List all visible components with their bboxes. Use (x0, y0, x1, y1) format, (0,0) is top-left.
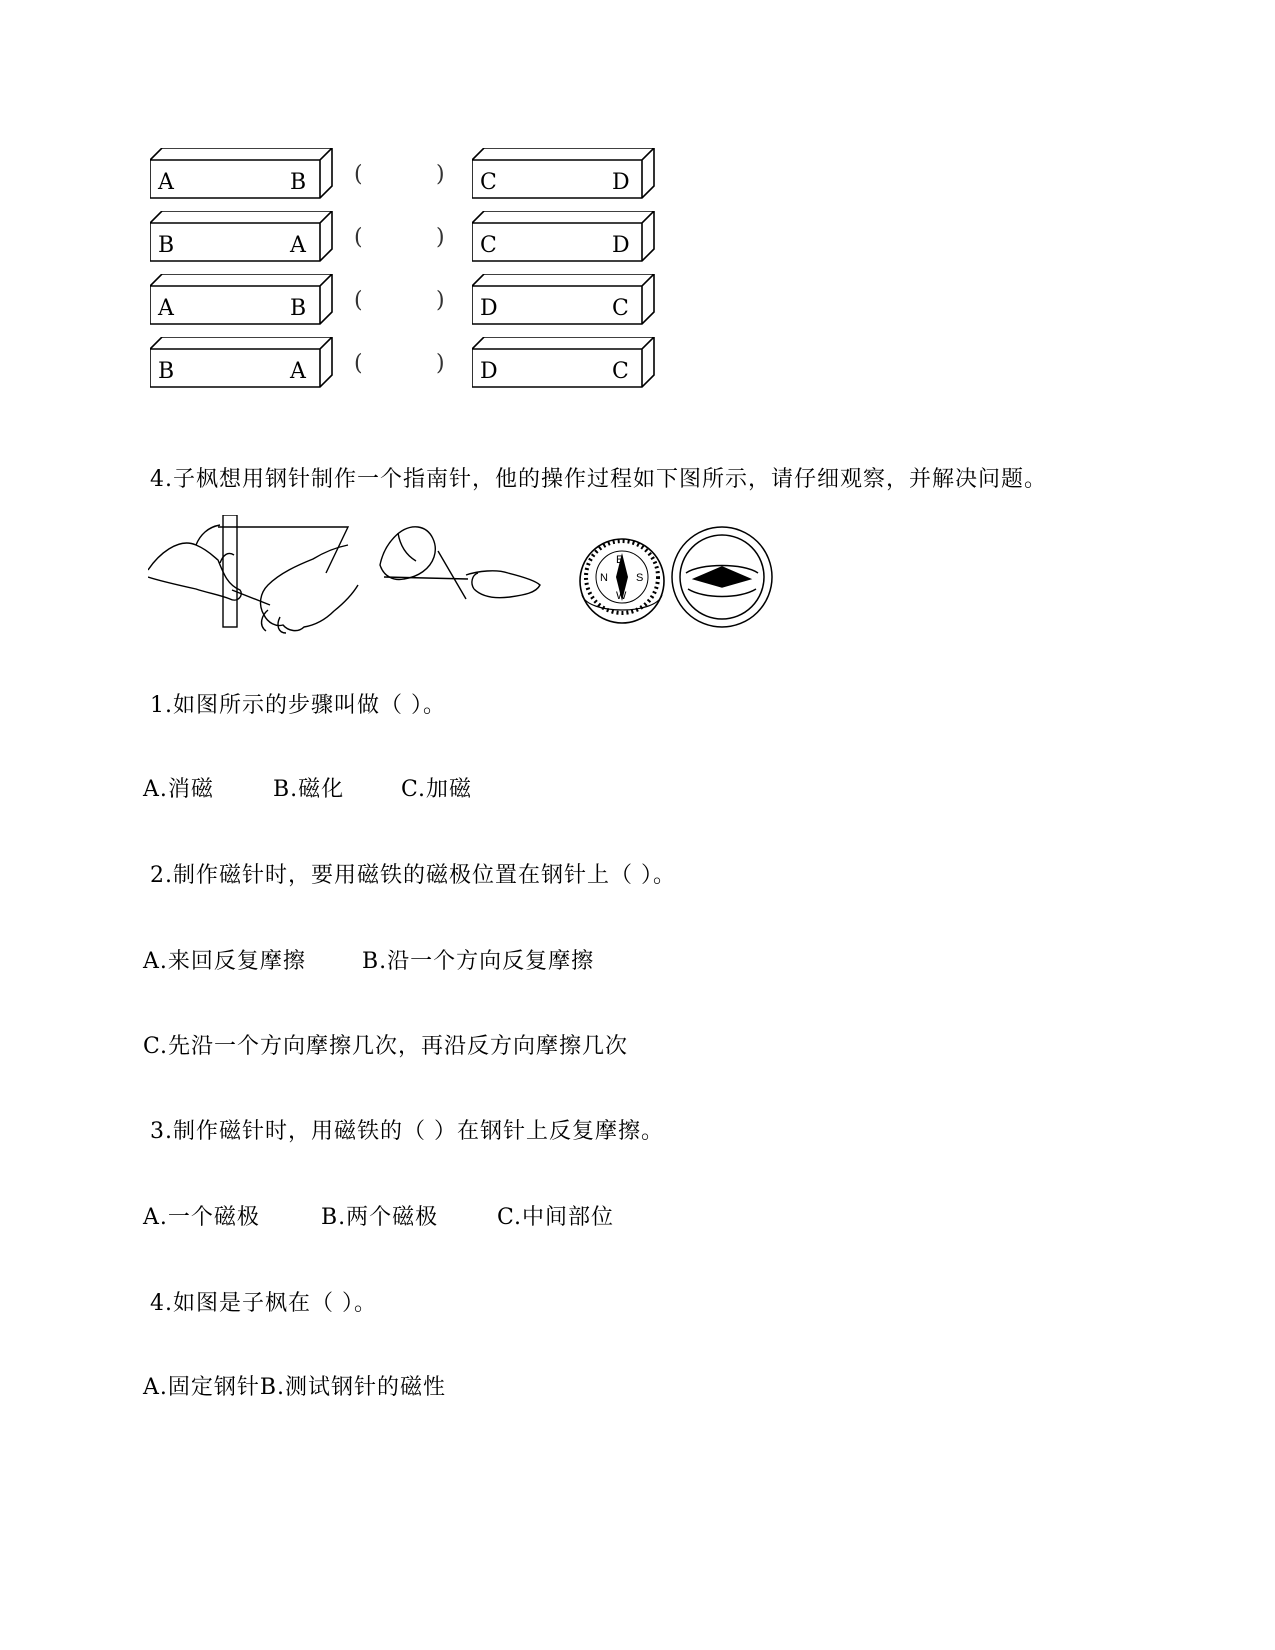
pole-label: B (158, 359, 175, 384)
magnet-pairs-figure (150, 148, 690, 408)
pole-label: A (158, 170, 174, 195)
magnetizing-illustration (148, 515, 818, 665)
hands-rubbing-needle-icon (148, 515, 358, 633)
pole-label: A (158, 296, 174, 321)
magnet-left-1 (150, 148, 340, 206)
floating-needle-dish-icon (672, 527, 772, 627)
magnet-right-2 (472, 211, 662, 269)
option-3a: A.一个磁极 (143, 1205, 260, 1230)
question-4-text: 4.子枫想用钢针制作一个指南针，他的操作过程如下图所示，请仔细观察，并解决问题。 (150, 467, 1047, 492)
pole-label: D (480, 296, 498, 321)
bar-magnet-icon (150, 337, 340, 395)
hand-holding-needle-icon (380, 527, 540, 599)
pole-label: D (480, 359, 498, 384)
pole-label: D (612, 233, 630, 258)
option-1a: A.消磁 (143, 777, 214, 802)
pole-label: C (480, 233, 497, 258)
option-2b: B.沿一个方向反复摩擦 (362, 949, 595, 974)
bar-magnet-icon (150, 211, 340, 269)
pole-label: B (290, 170, 307, 195)
magnet-left-4 (150, 337, 340, 395)
pole-label: B (158, 233, 175, 258)
compass-letter-w: W (616, 590, 627, 602)
bar-magnet-icon (150, 148, 340, 206)
pole-label: C (480, 170, 497, 195)
pole-label: C (612, 296, 629, 321)
sub-question-3: 3.制作磁针时，用磁铁的（ ）在钢针上反复摩擦。 (150, 1119, 664, 1144)
option-2c: C.先沿一个方向摩擦几次，再沿反方向摩擦几次 (143, 1034, 629, 1059)
sub-question-4: 4.如图是子枫在（ ）。 (150, 1291, 377, 1316)
pole-label: B (290, 296, 307, 321)
compass-letter-s: S (636, 572, 644, 584)
option-3c: C.中间部位 (497, 1205, 615, 1230)
magnet-left-3 (150, 274, 340, 332)
magnet-right-1 (472, 148, 662, 206)
magnetizing-figures (148, 515, 818, 665)
pole-label: A (290, 359, 306, 384)
option-1b: B.磁化 (273, 777, 345, 802)
bar-magnet-icon (472, 337, 662, 395)
option-3b: B.两个磁极 (321, 1205, 439, 1230)
magnet-right-4 (472, 337, 662, 395)
option-4-inline: A.固定钢针B.测试钢针的磁性 (143, 1375, 447, 1400)
bar-magnet-icon (472, 274, 662, 332)
option-2a: A.来回反复摩擦 (143, 949, 306, 974)
compass-letter-e: E (616, 554, 624, 566)
answer-paren-close: ) (436, 288, 445, 313)
magnet-left-2 (150, 211, 340, 269)
answer-paren-open: ( (354, 288, 363, 313)
compass-letter-n: N (600, 572, 608, 584)
answer-paren-close: ) (436, 225, 445, 250)
option-1c: C.加磁 (401, 777, 473, 802)
magnet-right-3 (472, 274, 662, 332)
answer-paren-open: ( (354, 225, 363, 250)
bar-magnet-icon (150, 274, 340, 332)
sub-question-2: 2.制作磁针时，要用磁铁的磁极位置在钢针上（ ）。 (150, 863, 676, 888)
sub-question-1: 1.如图所示的步骤叫做（ ）。 (150, 693, 446, 718)
answer-paren-close: ) (436, 351, 445, 376)
pole-label: C (612, 359, 629, 384)
answer-paren-open: ( (354, 162, 363, 187)
pole-label: D (612, 170, 630, 195)
answer-paren-open: ( (354, 351, 363, 376)
bar-magnet-icon (472, 148, 662, 206)
bar-magnet-icon (472, 211, 662, 269)
pole-label: A (290, 233, 306, 258)
compass-icon (580, 539, 664, 623)
answer-paren-close: ) (436, 162, 445, 187)
